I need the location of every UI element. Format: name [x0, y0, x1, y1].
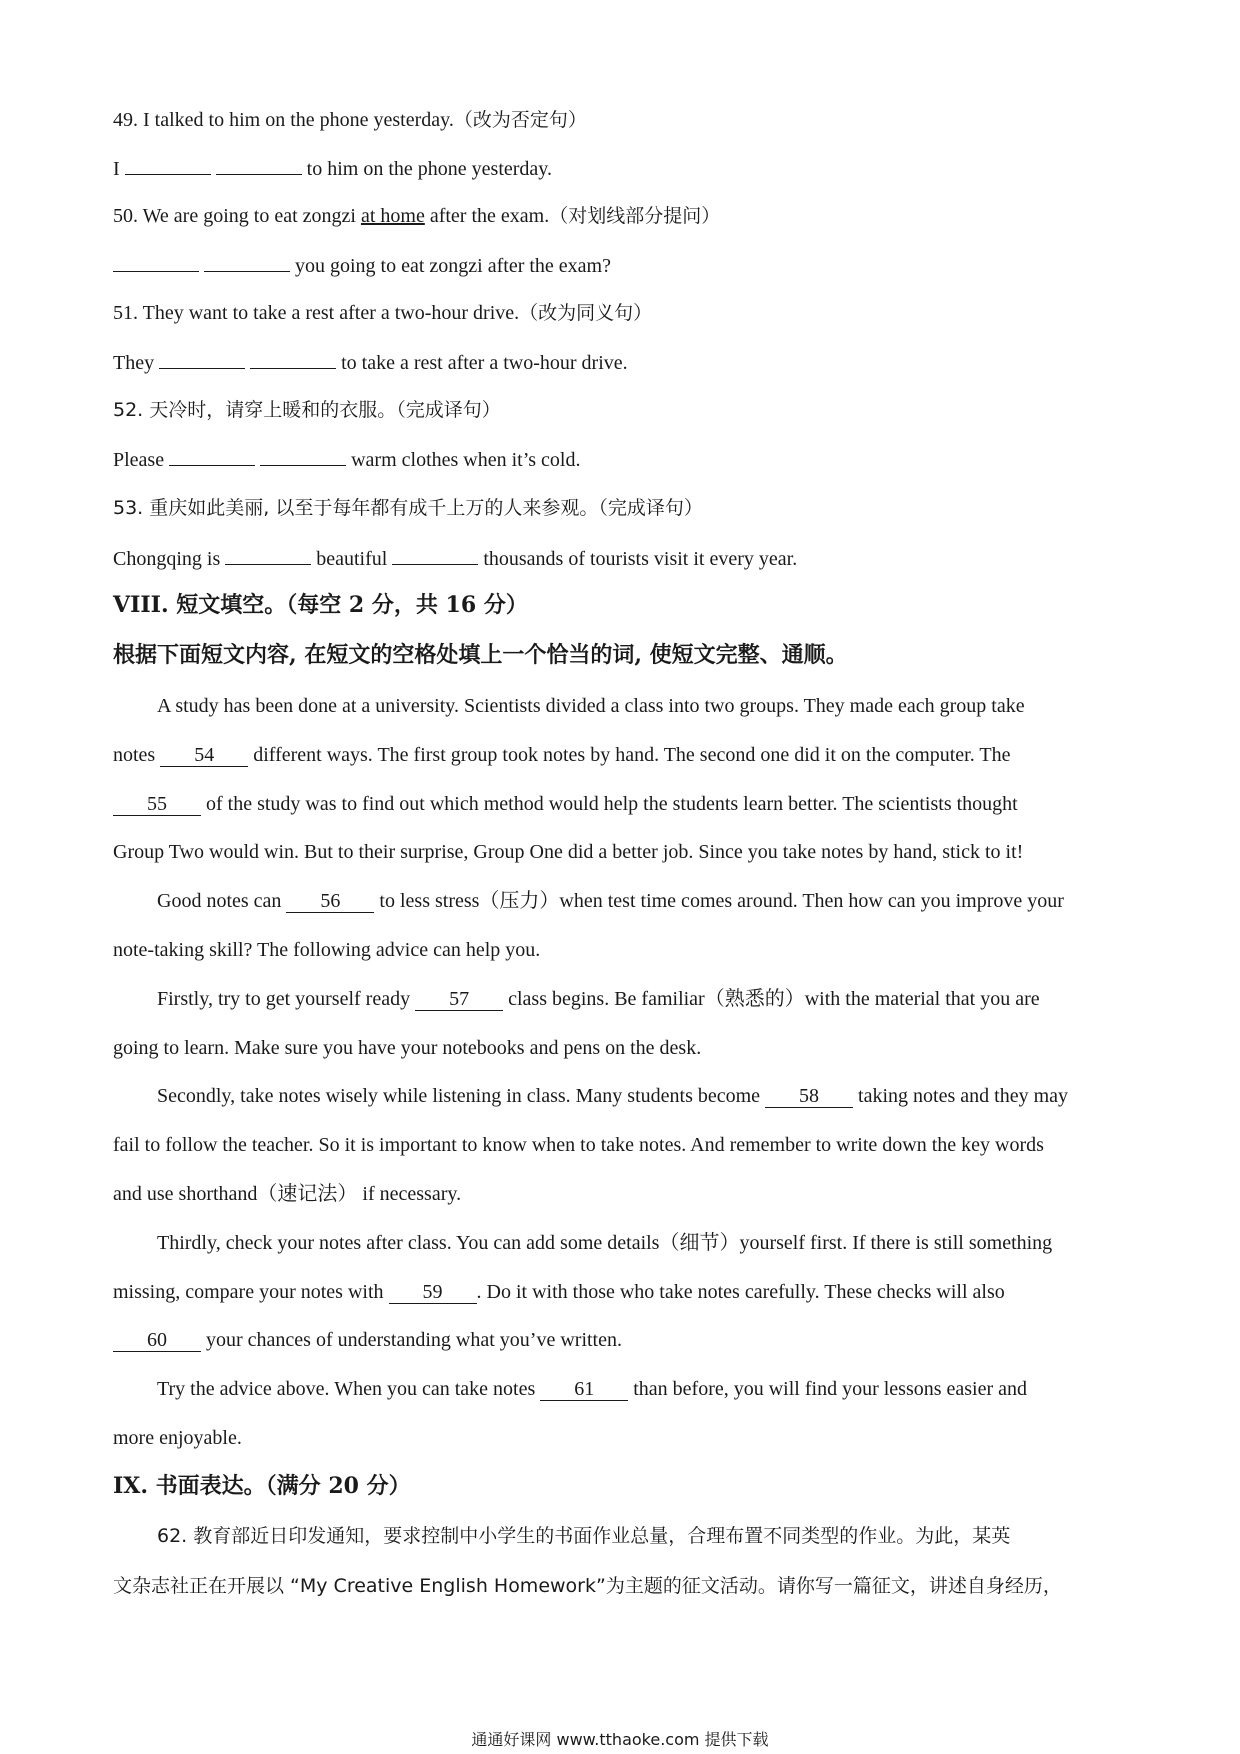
blank-59[interactable]: 59: [389, 1281, 477, 1304]
passage-line: missing, compare your notes with 59 . Do it with those who take notes carefully. These checks will also: [113, 1281, 1005, 1303]
question-49-answer: I to him on the phone yesterday.: [113, 154, 552, 183]
question-53-answer: Chongqing is beautiful thousands of tourists visit it every year.: [113, 544, 797, 573]
section-9-title: IX. 书面表达。（满分 20 分）: [113, 1473, 411, 1499]
passage-line: 55 of the study was to find out which method would help the students learn better. The scientists thought: [113, 790, 1018, 818]
passage-line: Firstly, try to get yourself ready 57 class begins. Be familiar（熟悉的）with the material that you are: [157, 988, 1040, 1010]
blank-57[interactable]: 57: [415, 988, 503, 1011]
passage-line: Group Two would win. But to their surprise, Group One did a better job. Since you take notes by hand, stick to it!: [113, 841, 1024, 863]
passage-line: and use shorthand（速记法） if necessary.: [113, 1183, 462, 1205]
answer-blank[interactable]: [225, 544, 311, 565]
blank-58[interactable]: 58: [765, 1085, 853, 1108]
question-51-answer: They to take a rest after a two-hour drive.: [113, 348, 628, 377]
question-62-line: 62. 教育部近日印发通知，要求控制中小学生的书面作业总量，合理布置不同类型的作业。为此，某英: [157, 1525, 1011, 1547]
answer-blank[interactable]: [250, 348, 336, 369]
passage-line: notes 54 different ways. The first group took notes by hand. The second one did it on the computer. The: [113, 744, 1011, 766]
question-51: 51. They want to take a rest after a two-hour drive.（改为同义句）: [113, 302, 653, 324]
question-49: 49. I talked to him on the phone yesterday.（改为否定句）: [113, 109, 587, 131]
answer-blank[interactable]: [260, 445, 346, 466]
section-8-title: VIII. 短文填空。（每空 2 分，共 16 分）: [113, 592, 528, 618]
answer-blank[interactable]: [159, 348, 245, 369]
section-8-instruction: 根据下面短文内容, 在短文的空格处填上一个恰当的词, 使短文完整、通顺。: [113, 642, 848, 668]
passage-line: more enjoyable.: [113, 1427, 242, 1449]
passage-line: Thirdly, check your notes after class. You can add some details（细节）yourself first. If there is still something: [157, 1232, 1053, 1254]
passage-line: Try the advice above. When you can take notes 61 than before, you will find your lessons easier and: [157, 1378, 1028, 1400]
question-52-answer: Please warm clothes when it’s cold.: [113, 445, 581, 474]
question-62-line: 文杂志社正在开展以 “My Creative English Homework”为主题的征文活动。请你写一篇征文，讲述自身经历，: [113, 1575, 1062, 1597]
blank-54[interactable]: 54: [160, 744, 248, 767]
question-53: 53. 重庆如此美丽, 以至于每年都有成千上万的人来参观。（完成译句）: [113, 497, 703, 519]
passage-line: Good notes can 56 to less stress（压力）when test time comes around. Then how can you improve your: [157, 890, 1064, 912]
passage-line: 60 your chances of understanding what you’ve written.: [113, 1326, 622, 1354]
answer-blank[interactable]: [125, 154, 211, 175]
blank-61[interactable]: 61: [540, 1378, 628, 1401]
passage-line: going to learn. Make sure you have your notebooks and pens on the desk.: [113, 1037, 702, 1059]
answer-blank[interactable]: [204, 251, 290, 272]
answer-blank[interactable]: [113, 251, 199, 272]
underlined-phrase: at home: [360, 205, 425, 227]
blank-60[interactable]: 60: [113, 1329, 201, 1352]
question-50: 50. We are going to eat zongzi at home after the exam.（对划线部分提问）: [113, 205, 721, 227]
page-footer: 通通好课网 www.tthaoke.com 提供下载: [471, 1730, 769, 1749]
passage-line: fail to follow the teacher. So it is important to know when to take notes. And remember to write down the key words: [113, 1134, 1044, 1156]
passage-line: A study has been done at a university. Scientists divided a class into two groups. They made each group take: [157, 695, 1025, 717]
question-52: 52. 天冷时，请穿上暖和的衣服。（完成译句）: [113, 399, 501, 421]
passage-line: note-taking skill? The following advice can help you.: [113, 939, 541, 961]
answer-blank[interactable]: [392, 544, 478, 565]
answer-blank[interactable]: [169, 445, 255, 466]
question-50-answer: you going to eat zongzi after the exam?: [113, 251, 611, 280]
passage-line: Secondly, take notes wisely while listening in class. Many students become 58 taking notes and they may: [157, 1085, 1068, 1107]
blank-55[interactable]: 55: [113, 793, 201, 816]
answer-blank[interactable]: [216, 154, 302, 175]
blank-56[interactable]: 56: [286, 890, 374, 913]
